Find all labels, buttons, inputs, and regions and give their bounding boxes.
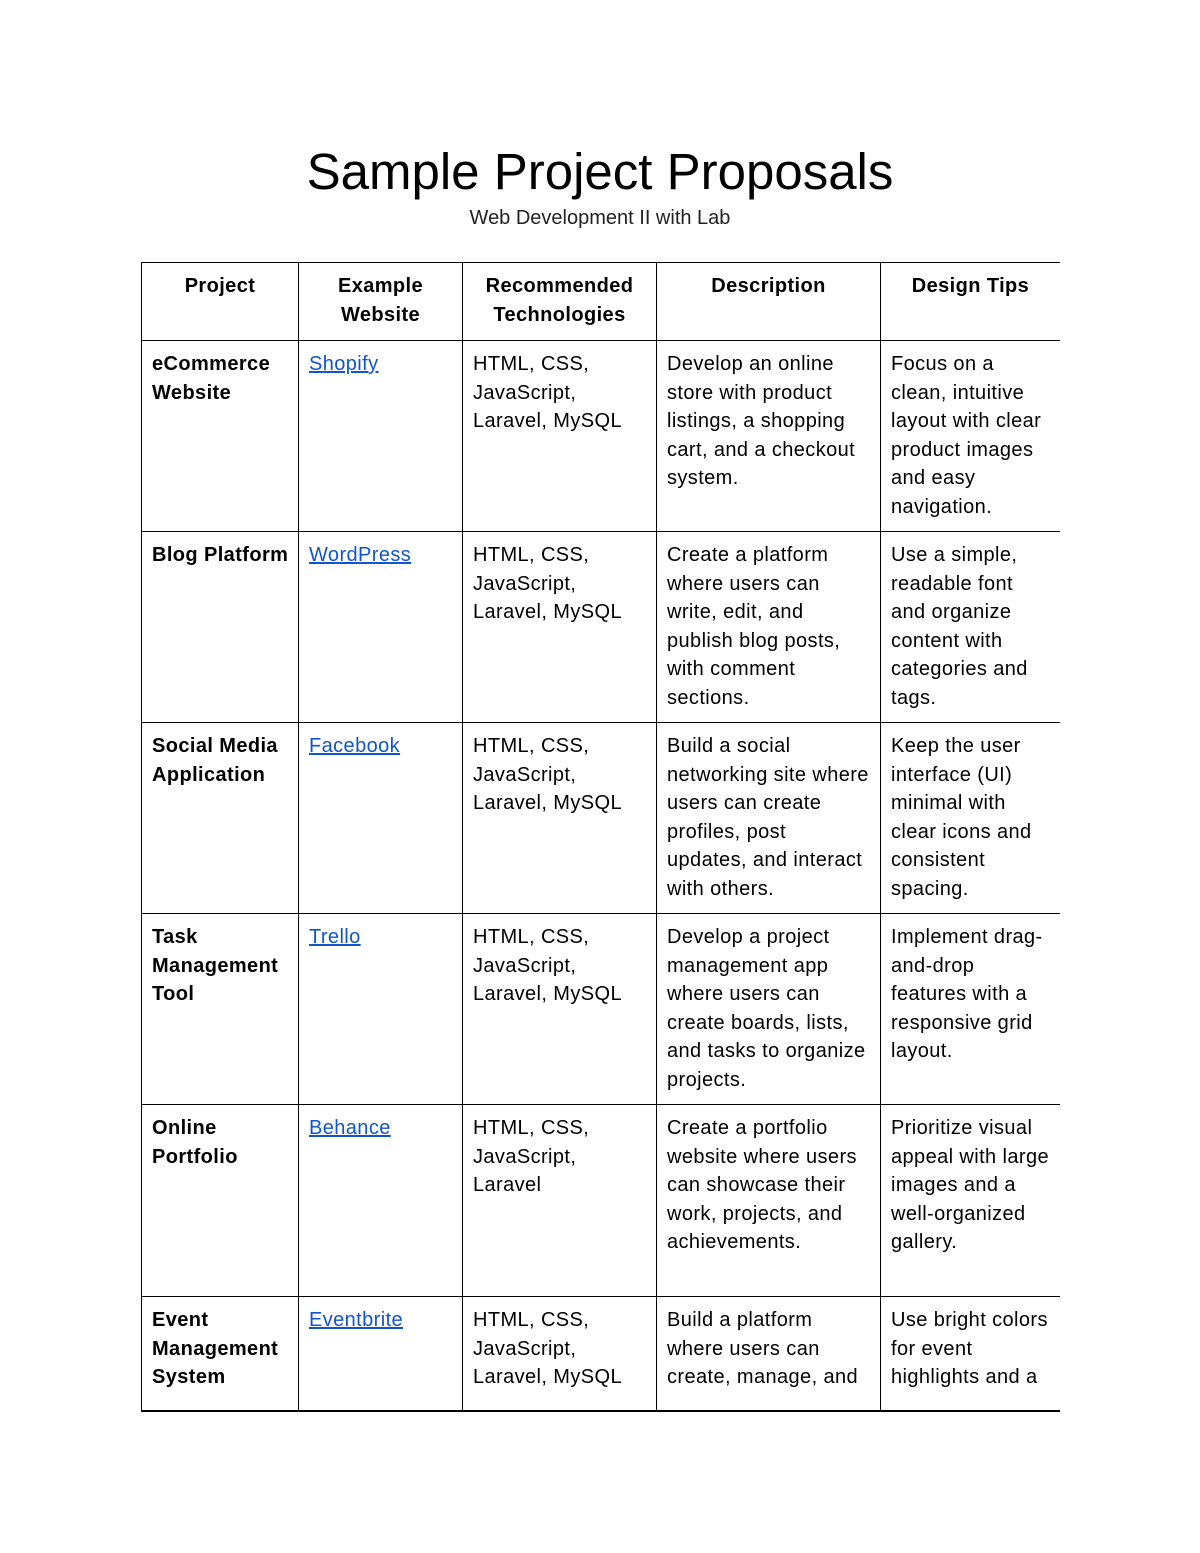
header-example-website: Example Website [299,263,463,341]
design-tips-cell: Keep the user interface (UI) minimal with clear icons and consistent spacing. [881,723,1061,914]
example-website-cell [299,914,463,1105]
technologies-cell: HTML, CSS, JavaScript, Laravel, MySQL [463,914,657,1105]
technologies-cell: HTML, CSS, JavaScript, Laravel, MySQL [463,723,657,914]
table-header-row [142,263,1061,341]
project-name: Online Portfolio [142,1105,299,1297]
table-row [142,1105,1061,1297]
example-website-cell [299,532,463,723]
document-subtitle: Web Development II with Lab [469,207,731,229]
description-cell: Create a platform where users can write, edit, and publish blog posts, with comment sections. [657,532,881,723]
project-name: eCommerce Website [142,341,299,532]
example-website-cell [299,1105,463,1297]
technologies-cell: HTML, CSS, JavaScript, Laravel, MySQL [463,341,657,532]
design-tips-cell: Use bright colors for event highlights and a [881,1297,1061,1413]
description-cell: Build a social networking site where users can create profiles, post updates, and interact with others. [657,723,881,914]
technologies-cell: HTML, CSS, JavaScript, Laravel, MySQL [463,532,657,723]
table-row [142,341,1061,532]
project-name: Event Management System [142,1297,299,1413]
technologies-cell: HTML, CSS, JavaScript, Laravel, MySQL [463,1297,657,1413]
example-website-cell [299,341,463,532]
table-row [142,723,1061,914]
example-website-cell [299,1297,463,1413]
design-tips-cell: Implement drag-and-drop features with a responsive grid layout. [881,914,1061,1105]
table-row [142,914,1061,1105]
example-website-link[interactable]: WordPress [309,544,412,566]
example-website-link[interactable]: Trello [309,926,361,948]
proposals-table [141,262,1060,1412]
example-website-link[interactable]: Facebook [309,735,401,757]
proposals-table-container [141,262,1060,1412]
example-website-link[interactable]: Behance [309,1117,391,1139]
description-cell: Develop an online store with product listings, a shopping cart, and a checkout system. [657,341,881,532]
description-cell: Build a platform where users can create, manage, and [657,1297,881,1413]
table-row [142,1297,1061,1413]
example-website-link[interactable]: Shopify [309,353,379,375]
header-description: Description [657,263,881,341]
project-name: Task Management Tool [142,914,299,1105]
header-design-tips: Design Tips [881,263,1061,341]
design-tips-cell: Focus on a clean, intuitive layout with clear product images and easy navigation. [881,341,1061,532]
technologies-cell: HTML, CSS, JavaScript, Laravel [463,1105,657,1297]
project-name: Social Media Application [142,723,299,914]
header-project: Project [142,263,299,341]
table-row [142,532,1061,723]
project-name: Blog Platform [142,532,299,723]
design-tips-cell: Prioritize visual appeal with large images and a well-organized gallery. [881,1105,1061,1297]
description-cell: Develop a project management app where users can create boards, lists, and tasks to organize projects. [657,914,881,1105]
design-tips-cell: Use a simple, readable font and organize content with categories and tags. [881,532,1061,723]
example-website-link[interactable]: Eventbrite [309,1309,404,1331]
example-website-cell [299,723,463,914]
description-cell: Create a portfolio website where users can showcase their work, projects, and achievements. [657,1105,881,1297]
header-recommended-technologies: Recommended Technologies [463,263,657,341]
document-title: Sample Project Proposals [306,143,894,200]
